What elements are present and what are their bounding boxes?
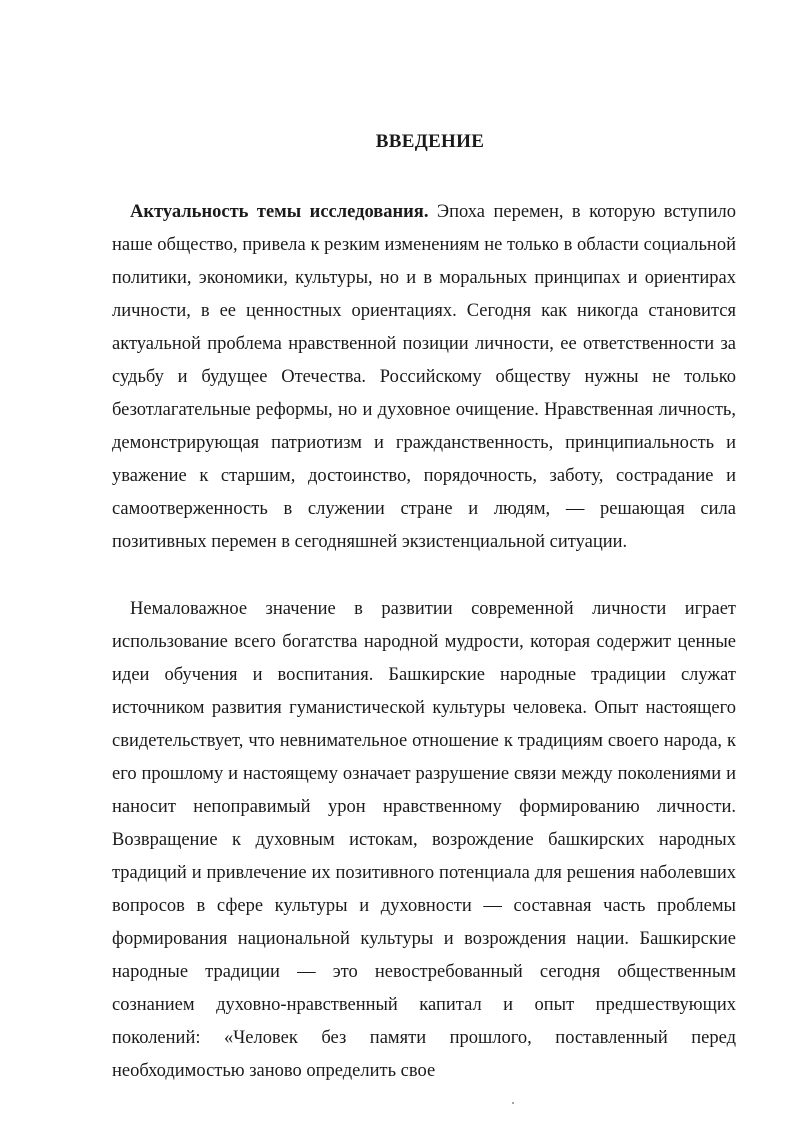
- scan-speck: [512, 1102, 514, 1104]
- paragraph-traditions: [112, 593, 736, 1088]
- paragraph-relevance: [112, 196, 736, 559]
- paragraph-text: Немаловажное значение в развитии современной личности играет использование всего богатства народной мудрости, которая содержит ценные идеи обучения и воспитания. Башкирские народные традиции служат источником развития гуманистической культуры человека. Опыт настоящего свидетельствует, что невнимательное отношение к традициям своего народа, к его прошлому и настоящему означает разрушение связи между поколениями и наносит непоправимый урон нравственному формированию личности. Возвращение к духовным истокам, возрождение башкирских народных традиций и привлечение их позитивного потенциала для решения наболевших вопросов в сфере культуры и духовности — составная часть проблемы формирования национальной культуры и возрождения нации. Башкирские народные традиции — это невостребованный сегодня общественным сознанием духовно-нравственный капитал и опыт предшествующих поколений: «Человек без памяти прошлого, поставленный перед необходимостью заново определить свое: [112, 599, 736, 1081]
- paragraph-text: Эпоха перемен, в которую вступило наше общество, привела к резким изменениям не только в области социальной политики, экономики, культуры, но и в моральных принципах и ориентирах личности, в ее ценностных ориентациях. Сегодня как никогда становится актуальной проблема нравственной позиции личности, ее ответственности за судьбу и будущее Отечества. Российскому обществу нужны не только безотлагательные реформы, но и духовное очищение. Нравственная личность, демонстрирующая патриотизм и гражданственность, принципиальность и уважение к старшим, достоинство, порядочность, заботу, сострадание и самоотверженность в служении стране и людям, — решающая сила позитивных перемен в сегодняшней экзистенциальной ситуации.: [112, 202, 737, 552]
- paragraph-lead: Актуальность темы исследования.: [130, 202, 429, 222]
- page-title: ВВЕДЕНИЕ: [375, 131, 485, 152]
